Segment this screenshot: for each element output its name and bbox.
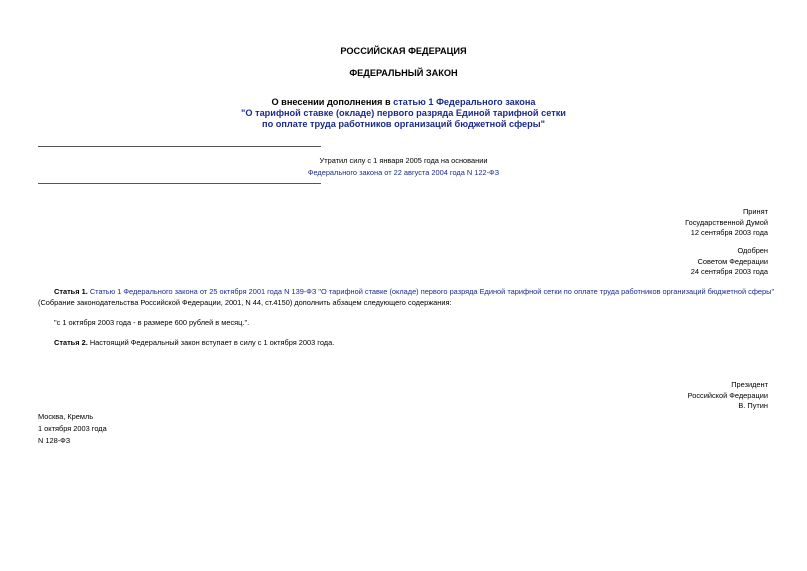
adopted-line3: 12 сентября 2003 года (690, 228, 768, 237)
adopted-line2: Государственной Думой (685, 217, 768, 227)
title-article-link[interactable]: статью 1 Федерального закона (393, 97, 536, 107)
title-prefix: О внесении дополнения в (271, 97, 394, 107)
signature-title: Президент (731, 380, 768, 389)
article-1-label: Статья 1. (54, 287, 88, 296)
article-1-law-link[interactable]: Статью 1 Федерального закона от 25 октября 2001 года N 139-ФЗ "О тарифной ставке (окладе) первого разряда Единой тарифной сетки по оплате труда работников организаций бюджетной сферы" (89, 287, 775, 296)
status-line1: Утратил силу с 1 января 2005 года на основании (319, 156, 488, 165)
place-date-block (38, 411, 107, 447)
adopted-block (685, 207, 768, 239)
signature-block (688, 380, 768, 412)
place-date: 1 октября 2003 года (38, 424, 107, 433)
doc-type-heading: ФЕДЕРАЛЬНЫЙ ЗАКОН (349, 68, 458, 78)
country-heading: РОССИЙСКАЯ ФЕДЕРАЦИЯ (340, 46, 467, 56)
article-1 (38, 287, 773, 308)
law-number: N 128-ФЗ (38, 436, 71, 445)
article-2 (54, 339, 334, 348)
article-2-text: Настоящий Федеральный закон вступает в силу с 1 октября 2003 года. (87, 338, 335, 347)
adopted-line1: Принят (742, 207, 768, 216)
title-link-line2[interactable]: "О тарифной ставке (окладе) первого разряда Единой тарифной сетки (241, 108, 566, 119)
signature-country: Российской Федерации (687, 390, 768, 400)
approved-block (691, 246, 768, 278)
approved-line2: Советом Федерации (697, 256, 768, 266)
signature-name: В. Путин (738, 401, 768, 410)
article-1-rest: (Собрание законодательства Российской Федерации, 2001, N 44, ст.4150) дополнить абзацем следующего содержания: (38, 297, 452, 307)
status-block (0, 157, 807, 178)
law-title (0, 97, 807, 130)
status-rule-bottom (38, 183, 321, 184)
title-link-line3[interactable]: по оплате труда работников организаций бюджетной сферы" (262, 119, 545, 130)
article-1-quote: "с 1 октября 2003 года - в размере 600 рублей в месяц.". (54, 318, 250, 327)
status-rule-top (38, 146, 321, 147)
place-city: Москва, Кремль (38, 412, 94, 421)
approved-line3: 24 сентября 2003 года (690, 267, 768, 276)
status-repeal-link[interactable]: Федерального закона от 22 августа 2004 года N 122-ФЗ (307, 167, 500, 177)
approved-line1: Одобрен (737, 246, 768, 255)
article-2-label: Статья 2. (54, 338, 88, 347)
